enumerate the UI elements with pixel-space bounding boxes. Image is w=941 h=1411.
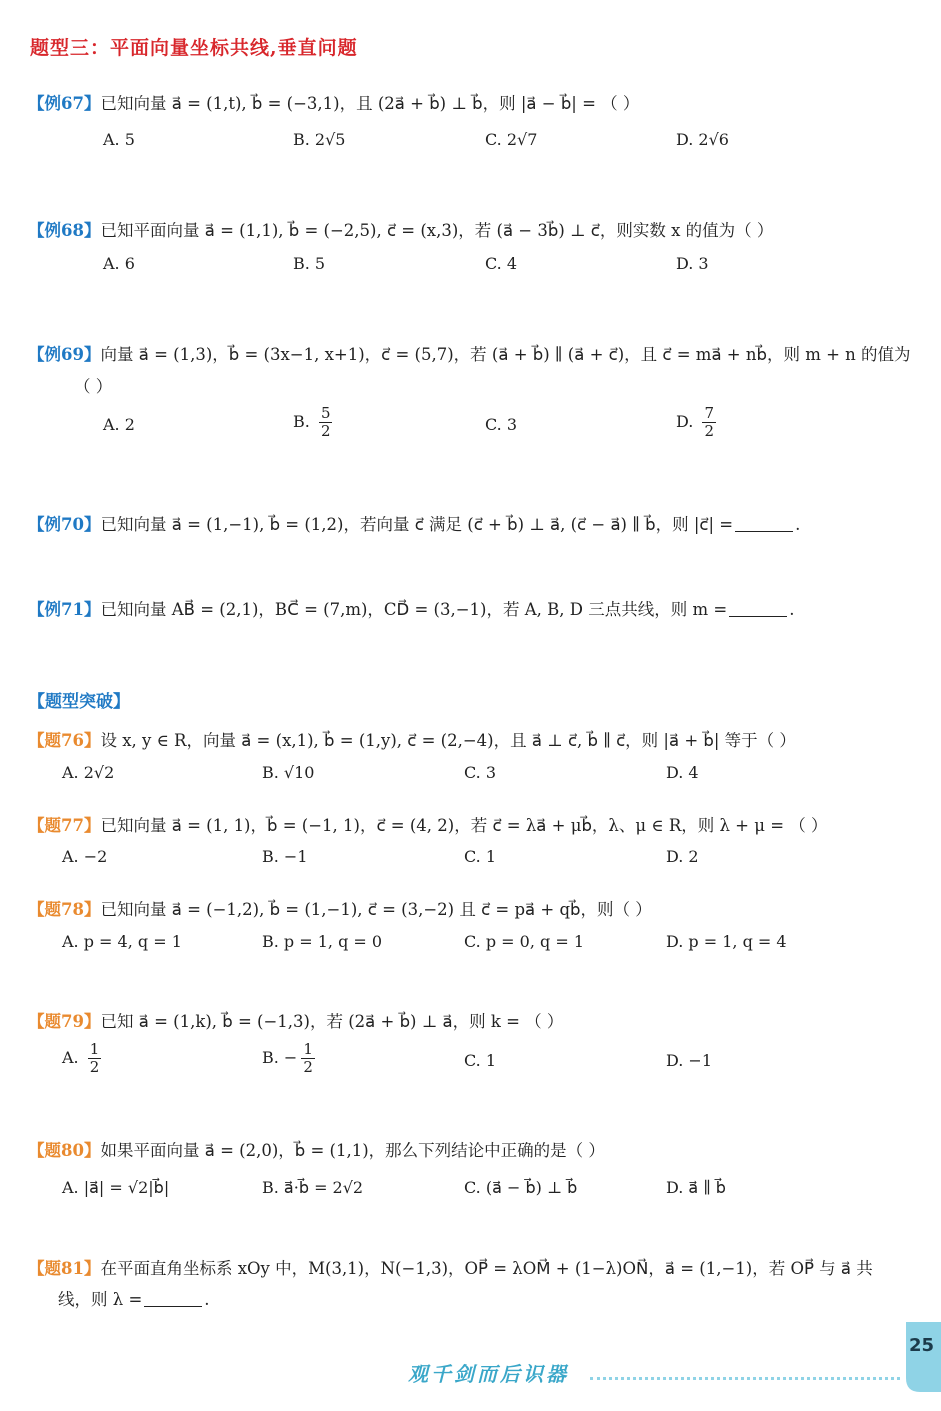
option-b: B. $\frac{5}{2}$ — [293, 404, 331, 440]
footer-dotted-line — [590, 1377, 900, 1380]
option-d: D. 3 — [676, 254, 709, 273]
option-d: D. p = 1, q = 4 — [666, 932, 787, 951]
example-tag: 【例70】 — [28, 515, 101, 534]
option-a: A. 5 — [103, 130, 135, 149]
problem-tag: 【题79】 — [28, 1012, 101, 1031]
problem-tag: 【题77】 — [28, 816, 101, 835]
example-text: 已知向量 a⃗ = (1,t), b⃗ = (−3,1)，且 (2a⃗ + b⃗) ⊥ b⃗，则 |a⃗ − b⃗| = （ ） — [100, 94, 640, 113]
problem-text: 已知向量 a⃗ = (−1,2), b⃗ = (1,−1), c⃗ = (3,−2) 且 c⃗ = pa⃗ + qb⃗，则（ ） — [100, 900, 652, 919]
option-a: A. |a⃗| = √2|b⃗| — [62, 1178, 170, 1197]
answer-blank[interactable] — [729, 602, 787, 617]
problem-79 — [28, 1008, 563, 1032]
option-d: D. a⃗ ∥ b⃗ — [666, 1178, 726, 1197]
problem-78 — [28, 896, 652, 920]
example-71: 【例71】已知向量 AB⃗ = (2,1)，BC⃗ = (7,m)，CD⃗ = (3,−1)，若 A, B, D 三点共线，则 m = . — [28, 600, 795, 619]
option-b: B. 5 — [293, 254, 326, 273]
option-c: C. 4 — [485, 254, 518, 273]
fraction: $\frac{1}{2}$ — [303, 1040, 313, 1076]
option-c: C. 3 — [464, 763, 497, 782]
option-b: B. 2√5 — [293, 130, 346, 149]
section-title: 题型三：平面向量坐标共线,垂直问题 — [30, 37, 358, 59]
problem-76 — [28, 727, 796, 751]
option-b: B. p = 1, q = 0 — [262, 932, 383, 951]
problem-text: 设 x, y ∈ R，向量 a⃗ = (x,1), b⃗ = (1,y), c⃗ = (2,−4)，且 a⃗ ⊥ c⃗, b⃗ ∥ c⃗，则 |a⃗ + b⃗| 等于（ ） — [100, 731, 796, 750]
example-tag: 【例69】 — [28, 345, 101, 364]
problem-text: 已知向量 a⃗ = (1, 1)，b⃗ = (−1, 1)，c⃗ = (4, 2)，若 c⃗ = λa⃗ + μb⃗，λ、μ ∈ R，则 λ + μ = （ ） — [100, 816, 828, 835]
option-b: B. a⃗·b⃗ = 2√2 — [262, 1178, 364, 1197]
option-c: C. (a⃗ − b⃗) ⊥ b⃗ — [464, 1178, 578, 1197]
problem-81 — [28, 1255, 873, 1279]
example-69 — [28, 341, 911, 365]
option-c: C. 1 — [464, 1051, 497, 1070]
problem-text: 在平面直角坐标系 xOy 中，M(3,1)，N(−1,3)，OP⃗ = λOM⃗ + (1−λ)ON⃗，a⃗ = (1,−1)，若 OP⃗ 与 a⃗ 共 — [100, 1259, 873, 1278]
option-a: A. −2 — [62, 847, 108, 866]
breakthrough-title: 【题型突破】 — [28, 692, 130, 712]
page-number: 25 — [909, 1335, 935, 1356]
option-a: A. 6 — [103, 254, 135, 273]
footer-slogan: 观千剑而后识器 — [408, 1362, 569, 1386]
answer-blank[interactable] — [735, 517, 793, 532]
problem-77 — [28, 812, 828, 836]
answer-blank[interactable] — [144, 1292, 202, 1307]
problem-text: 如果平面向量 a⃗ = (2,0)，b⃗ = (1,1)，那么下列结论中正确的是（ ） — [100, 1141, 605, 1160]
option-a: A. $\frac{1}{2}$ — [62, 1040, 100, 1076]
page-badge — [860, 1322, 941, 1392]
example-68 — [28, 217, 773, 241]
problem-text: 已知 a⃗ = (1,k), b⃗ = (−1,3)，若 (2a⃗ + b⃗) ⊥ a⃗，则 k = （ ） — [100, 1012, 564, 1031]
option-b: B. − $\frac{1}{2}$ — [262, 1040, 313, 1076]
option-b: B. √10 — [262, 763, 315, 782]
problem-80 — [28, 1137, 605, 1161]
problem-tag: 【题80】 — [28, 1141, 101, 1160]
example-70: 【例70】已知向量 a⃗ = (1,−1), b⃗ = (1,2)，若向量 c⃗ 满足 (c⃗ + b⃗) ⊥ a⃗, (c⃗ − a⃗) ∥ b⃗，则 |c⃗| = . — [28, 515, 801, 534]
example-tag: 【例71】 — [28, 600, 101, 619]
problem-tag: 【题76】 — [28, 731, 101, 750]
option-d: D. 4 — [666, 763, 699, 782]
option-d: D. 2√6 — [676, 130, 729, 149]
fraction: $\frac{5}{2}$ — [320, 404, 331, 440]
option-a: A. 2√2 — [62, 763, 115, 782]
example-text: 已知向量 a⃗ = (1,−1), b⃗ = (1,2)，若向量 c⃗ 满足 (c⃗ + b⃗) ⊥ a⃗, (c⃗ − a⃗) ∥ b⃗，则 |c⃗| = — [100, 515, 734, 534]
example-text: 已知向量 AB⃗ = (2,1)，BC⃗ = (7,m)，CD⃗ = (3,−1)，若 A, B, D 三点共线，则 m = — [100, 600, 728, 619]
example-tag: 【例68】 — [28, 221, 101, 240]
option-c: C. p = 0, q = 1 — [464, 932, 585, 951]
option-c: C. 1 — [464, 847, 497, 866]
problem-tag: 【题81】 — [28, 1259, 101, 1278]
fraction: $\frac{7}{2}$ — [704, 404, 714, 440]
example-text: 已知平面向量 a⃗ = (1,1), b⃗ = (−2,5), c⃗ = (x,3)，若 (a⃗ − 3b⃗) ⊥ c⃗，则实数 x 的值为（ ） — [100, 221, 774, 240]
option-c: C. 3 — [485, 415, 518, 434]
problem-text-continuation: 线，则 λ = . — [58, 1290, 210, 1309]
problem-tag: 【题78】 — [28, 900, 101, 919]
example-text: 向量 a⃗ = (1,3)，b⃗ = (3x−1, x+1)，c⃗ = (5,7)，若 (a⃗ + b⃗) ∥ (a⃗ + c⃗)，且 c⃗ = ma⃗ + nb⃗，则 m + n 的值为 — [100, 345, 911, 364]
page-badge-shape — [906, 1322, 941, 1392]
option-d: D. 2 — [666, 847, 699, 866]
fraction: $\frac{1}{2}$ — [89, 1040, 100, 1076]
option-d: D. $\frac{7}{2}$ — [676, 404, 714, 440]
option-a: A. p = 4, q = 1 — [62, 932, 182, 951]
option-d: D. −1 — [666, 1051, 713, 1070]
option-c: C. 2√7 — [485, 130, 538, 149]
option-b: B. −1 — [262, 847, 308, 866]
option-a: A. 2 — [103, 415, 135, 434]
example-67 — [28, 90, 639, 114]
example-text-continuation: （ ） — [74, 377, 113, 396]
example-tag: 【例67】 — [28, 94, 101, 113]
